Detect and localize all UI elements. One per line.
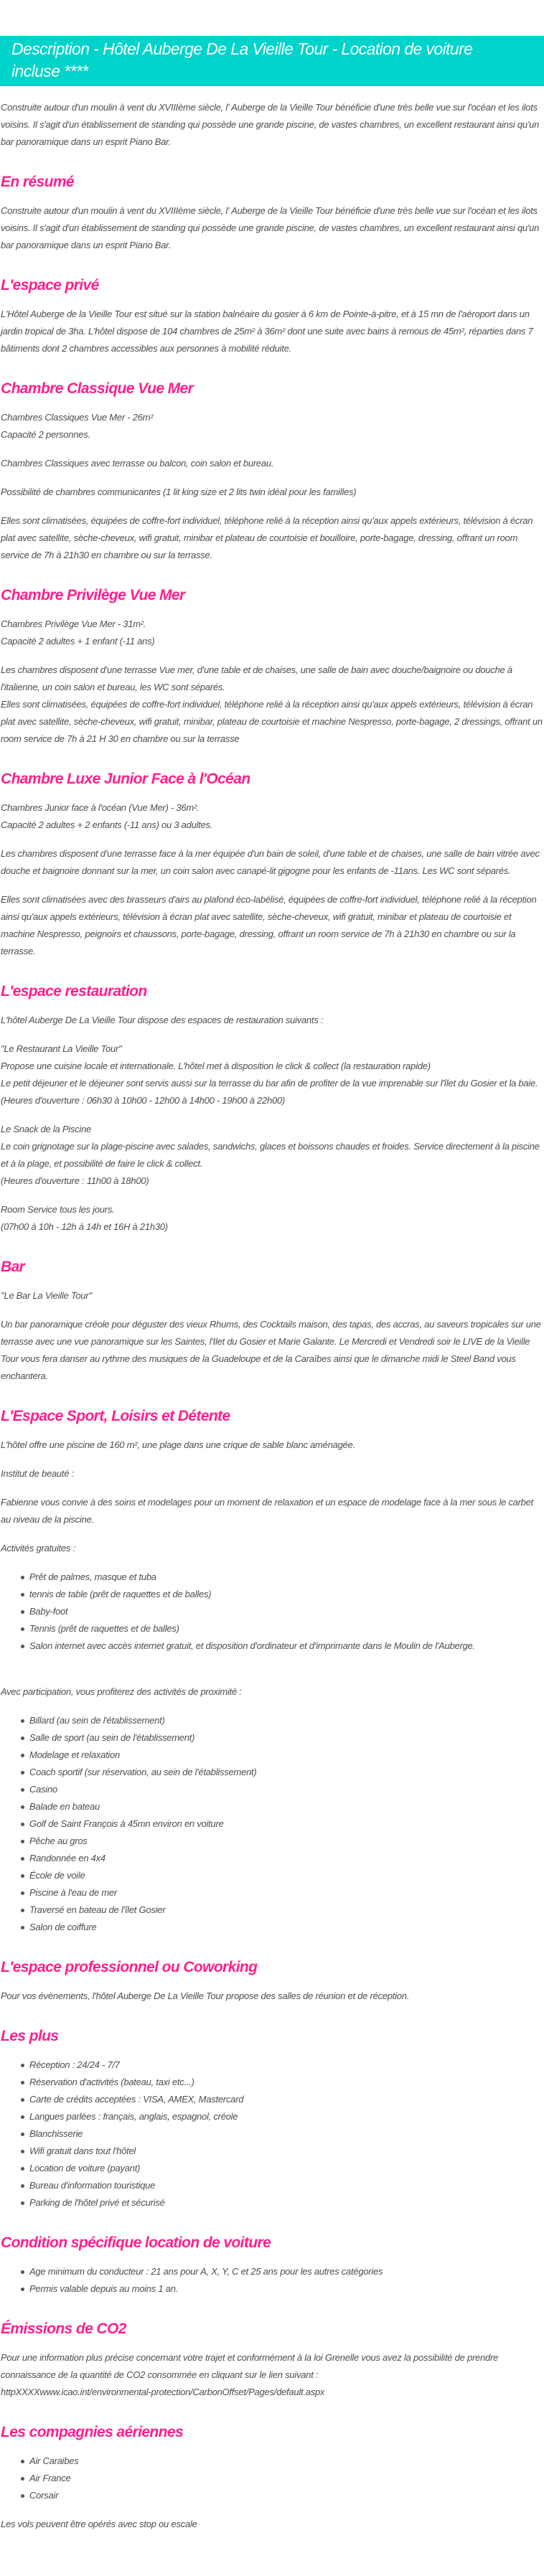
text-line: Elles sont climatisées avec des brasseurs d'airs au plafond éco-labélisé, équipées de coffre-fort individuel, téléphone relié à la réception ainsi qu'aux appels extérieurs, télévision à écran plat avec satellite, sèche-cheveux, wifi gratuit, minibar et plateau de courtoisie et machine Nespresso, peignoirs et chaussons, porte-bagage, dressing, offrant un room service de 7h à 21h30 en chambre ou sur la terrasse. bbox=[1, 894, 537, 956]
paragraph bbox=[1, 1465, 543, 1482]
section-heading: Condition spécifique location de voiture bbox=[1, 2234, 271, 2251]
text-line: L'Hôtel Auberge de la Vieille Tour est situé sur la station balnéaire du gosier à 6 km de Pointe-à-pitre, et à 15 mn de l'aéroport dans un jardin tropical de 3ha. L'hôtel dispose de 104 chambres de 25m² à 36m² dont une suite avec bains à remous de 45m², réparties dans 7 bâtiments dont 2 chambres accessibles aux personnes à mobilité réduite. bbox=[1, 309, 533, 354]
paragraph bbox=[1, 799, 543, 834]
list-item: Age minimum du conducteur : 21 ans pour A, X, Y, C et 25 ans pour les autres catégories bbox=[29, 2263, 543, 2280]
paragraph bbox=[1, 512, 543, 564]
text-line: httpXXXXwww.icao.int/environmental-protection/CarbonOffset/Pages/default.aspx bbox=[1, 2387, 325, 2397]
list-item: École de voile bbox=[29, 1867, 543, 1884]
list-item: Randonnée en 4x4 bbox=[29, 1850, 543, 1867]
text-line: Les chambres disposent d'une terrasse face à la mer équipée d'un bain de soleil, d'une table et de chaises, une salle de bain vitrée avec douche et baignoire donnant sur la mer, un coin salon avec canapé-lit gigogne pour les enfants de -11ans. Les WC sont séparés. bbox=[1, 848, 540, 876]
section-heading: L'Espace Sport, Loisirs et Détente bbox=[1, 1408, 230, 1424]
paragraph bbox=[1, 662, 543, 748]
list-item: tennis de table (prêt de raquettes et de balles) bbox=[29, 1586, 543, 1603]
list-item: Baby-foot bbox=[29, 1603, 543, 1620]
section-heading: L'espace professionnel ou Coworking bbox=[1, 1959, 258, 1975]
section-emissions-de-co2 bbox=[1, 2318, 543, 2401]
paragraph bbox=[1, 409, 543, 443]
section-les-compagnies-aeriennes bbox=[1, 2422, 543, 2533]
text-line: "Le Restaurant La Vieille Tour" bbox=[1, 1043, 122, 1054]
text-line: Les chambres disposent d'une terrasse Vue mer, d'une table et de chaises, une salle de bain avec douche/baignoire ou douche à l'italienne, un coin salon et bureau, les WC sont séparés. bbox=[1, 664, 512, 692]
paragraph bbox=[1, 1540, 543, 1557]
paragraph bbox=[1, 891, 543, 960]
paragraph bbox=[1, 1201, 543, 1236]
paragraph bbox=[1, 1494, 543, 1528]
list-item: Billard (au sein de l'établissement) bbox=[29, 1712, 543, 1729]
list-item: Piscine à l'eau de mer bbox=[29, 1884, 543, 1902]
section-chambre-classique-vue-mer bbox=[1, 378, 543, 564]
text-line: Propose une cuisine locale et internationale. L'hôtel met à disposition le click & collect (la restauration rapide) bbox=[1, 1061, 431, 1071]
description-content bbox=[0, 99, 544, 2533]
text-line: Construite autour d'un moulin à vent du XVIIIème siècle, l' Auberge de la Vieille Tour bénéficie d'une très belle vue sur l'océan et les ilots voisins. Il s'agit d'un établissement de standing qui possède une grande piscine, de vastes chambres, un excellent restaurant ainsi qu'un bar panoramique dans un esprit Piano Bar. bbox=[1, 205, 540, 250]
page-title: Description - Hôtel Auberge De La Vieille Tour - Location de voiture incluse **** bbox=[11, 39, 473, 80]
section-heading: Les plus bbox=[1, 2028, 59, 2044]
list-item: Carte de crédits acceptées : VISA, AMEX, Mastercard bbox=[29, 2091, 543, 2108]
paragraph bbox=[1, 2516, 543, 2533]
paragraph bbox=[1, 484, 543, 501]
intro-paragraph: Construite autour d'un moulin à vent du XVIIIème siècle, l' Auberge de la Vieille Tour bénéficie d'une très belle vue sur l'océan et les ilots voisins. Il s'agit d'un établissement de standing qui possède une grande piscine, de vastes chambres, un excellent restaurant ainsi qu'un bar panoramique dans un esprit Piano Bar. bbox=[1, 102, 540, 147]
title-banner bbox=[0, 36, 544, 86]
text-line: L'hôtel offre une piscine de 160 m², une plage dans une crique de sable blanc aménagée. bbox=[1, 1439, 355, 1450]
section-heading: Émissions de CO2 bbox=[1, 2321, 126, 2337]
text-line: Elles sont climatisées, équipées de coffre-fort individuel, téléphone relié à la réception ainsi qu'aux appels extérieurs, télévision à écran plat avec satellite, sèche-cheveux, wifi gratuit, minibar, plateau de courtoisie et machine Nespresso, porte-bagage, 2 dressings, offrant un room service de 7h à 21 H 30 en chambre ou sur la terrasse bbox=[1, 699, 543, 744]
list-item: Salon de coiffure bbox=[29, 1919, 543, 1936]
list-item: Balade en bateau bbox=[29, 1798, 543, 1815]
paragraph bbox=[1, 1988, 543, 2005]
list-item: Golf de Saint François à 45mn environ en voiture bbox=[29, 1815, 543, 1833]
list-item: Parking de l'hôtel privé et sécurisé bbox=[29, 2194, 543, 2211]
section-heading: En résumé bbox=[1, 174, 74, 190]
text-line: Le petit déjeuner et le déjeuner sont servis aussi sur la terrasse du bar afin de profiter de la vue imprenable sur l'îlet du Gosier et la baie. bbox=[1, 1078, 538, 1089]
list-item: Wifi gratuit dans tout l'hôtel bbox=[29, 2143, 543, 2160]
paragraph bbox=[1, 845, 543, 880]
section-l-espace-restauration bbox=[1, 981, 543, 1236]
text-line: Possibilité de chambres communicantes (1 lit king size et 2 lits twin idéal pour les familles) bbox=[1, 486, 357, 497]
text-line: Le Snack de la Piscine bbox=[1, 1124, 92, 1134]
text-line: (Heures d'ouverture : 11h00 à 18h00) bbox=[1, 1175, 149, 1186]
paragraph bbox=[1, 2349, 543, 2401]
list-item: Coach sportif (sur réservation, au sein de l'établissement) bbox=[29, 1764, 543, 1781]
text-line: Le coin grignotage sur la plage-piscine avec salades, sandwichs, glaces et boissons chaudes et froides. Service directement à la piscine et à la plage, et possibilité de faire le click & collect. bbox=[1, 1141, 540, 1169]
paragraph bbox=[1, 1012, 543, 1029]
paragraph bbox=[1, 1316, 543, 1385]
section-heading: Chambre Privilège Vue Mer bbox=[1, 587, 185, 603]
bullet-list bbox=[1, 1712, 543, 1936]
bullet-list bbox=[1, 2263, 543, 2298]
list-item: Permis valable depuis au moins 1 an. bbox=[29, 2280, 543, 2298]
text-line: Chambres Privilège Vue Mer - 31m². bbox=[1, 619, 146, 629]
list-item: Réception : 24/24 - 7/7 bbox=[29, 2056, 543, 2074]
section-l-espace-prive bbox=[1, 275, 543, 357]
text-line: Avec participation, vous profiterez des activités de proximité : bbox=[1, 1686, 242, 1697]
section-heading: L'espace privé bbox=[1, 277, 99, 293]
list-item: Salon internet avec accès internet gratuit, et disposition d'ordinateur et d'imprimante dans le Moulin de l'Auberge. bbox=[29, 1637, 543, 1655]
section-en-resume bbox=[1, 171, 543, 254]
list-item: Modelage et relaxation bbox=[29, 1747, 543, 1764]
section-les-plus bbox=[1, 2026, 543, 2211]
section-heading: L'espace restauration bbox=[1, 983, 147, 1000]
section-l-espace-professionnel-ou-coworking bbox=[1, 1957, 543, 2005]
text-line: L'hôtel Auberge De La Vieille Tour dispose des espaces de restauration suivants : bbox=[1, 1015, 324, 1025]
section-heading: Chambre Luxe Junior Face à l'Océan bbox=[1, 771, 250, 787]
list-item: Salle de sport (au sein de l'établissement) bbox=[29, 1729, 543, 1747]
list-item: Réservation d'activités (bateau, taxi etc...) bbox=[29, 2074, 543, 2091]
section-chambre-privilege-vue-mer bbox=[1, 585, 543, 748]
text-line: Activités gratuites : bbox=[1, 1543, 75, 1553]
paragraph bbox=[1, 1121, 543, 1190]
section-bar bbox=[1, 1256, 543, 1385]
list-item: Traversé en bateau de l'îlet Gosier bbox=[29, 1902, 543, 1919]
bullet-list bbox=[1, 2453, 543, 2504]
bullet-list bbox=[1, 1569, 543, 1655]
paragraph bbox=[1, 1287, 543, 1305]
text-line: Capacité 2 adultes + 1 enfant (-11 ans) bbox=[1, 636, 155, 647]
list-item: Tennis (prêt de raquettes et de balles) bbox=[29, 1620, 543, 1637]
text-line: Un bar panoramique créole pour déguster des vieux Rhums, des Cocktails maison, des tapas, des accras, au saveurs tropicales sur une terrasse avec une vue panoramique sur les Saintes, l'Ilet du Gosier et Marie Galante. Le Mercredi et Vendredi soir le LIVE de la Vieille Tour vous fera danser au rythme des musiques de la Guadeloupe et de la Caraïbes ainsi que le dimanche midi le Steel Band vous enchantera. bbox=[1, 1319, 541, 1381]
text-line: Fabienne vous convie à des soins et modelages pour un moment de relaxation et un espace de modelage face à la mer sous le carbet au niveau de la piscine. bbox=[1, 1497, 533, 1525]
list-item: Corsair bbox=[29, 2487, 543, 2504]
paragraph bbox=[1, 1040, 543, 1109]
bullet-list bbox=[1, 2056, 543, 2211]
list-item: Bureau d'information touristique bbox=[29, 2177, 543, 2194]
text-line: (Heures d'ouverture : 06h30 à 10h00 - 12h00 à 14h00 - 19h00 à 22h00) bbox=[1, 1095, 286, 1106]
list-item: Air Caraibes bbox=[29, 2453, 543, 2470]
text-line: Chambres Junior face à l'océan (Vue Mer) - 36m². bbox=[1, 802, 200, 813]
text-line: Room Service tous les jours. bbox=[1, 1204, 115, 1215]
paragraph bbox=[1, 1683, 543, 1701]
paragraph bbox=[1, 1437, 543, 1454]
list-item: Prêt de palmes, masque et tuba bbox=[29, 1569, 543, 1586]
paragraph bbox=[1, 202, 543, 254]
text-line: Chambres Classiques Vue Mer - 26m² bbox=[1, 412, 154, 423]
text-line: Capacité 2 adultes + 2 enfants (-11 ans) ou 3 adultes. bbox=[1, 819, 213, 830]
text-line: Chambres Classiques avec terrasse ou balcon, coin salon et bureau. bbox=[1, 458, 274, 469]
paragraph bbox=[1, 306, 543, 357]
list-item: Pêche au gros bbox=[29, 1833, 543, 1850]
list-item: Casino bbox=[29, 1781, 543, 1798]
text-line: Elles sont climatisées, équipées de coffre-fort individuel, téléphone relié à la réception ainsi qu'aux appels extérieurs, télévision à écran plat avec satellite, sèche-cheveux, wifi gratuit, minibar et plateau de courtoisie et bouilloire, porte-bagage, dressing, offrant un room service de 7h à 21h30 en chambre ou sur la terrasse. bbox=[1, 515, 533, 560]
paragraph bbox=[1, 616, 543, 650]
text-line: Capacité 2 personnes. bbox=[1, 429, 90, 440]
section-condition-specifique-location-de-voiture bbox=[1, 2232, 543, 2298]
list-item: Location de voiture (payant) bbox=[29, 2160, 543, 2177]
paragraph bbox=[1, 455, 543, 472]
list-item: Langues parlées : français, anglais, espagnol, créole bbox=[29, 2108, 543, 2125]
section-chambre-luxe-junior-face-a-l-ocean bbox=[1, 768, 543, 960]
text-line: (07h00 à 10h - 12h à 14h et 16H à 21h30) bbox=[1, 1221, 168, 1232]
text-line: Les vols peuvent être opérés avec stop ou escale bbox=[1, 2519, 197, 2529]
list-item: Blanchisserie bbox=[29, 2125, 543, 2143]
section-heading: Chambre Classique Vue Mer bbox=[1, 380, 194, 397]
section-heading: Les compagnies aériennes bbox=[1, 2424, 184, 2440]
list-item: Air France bbox=[29, 2470, 543, 2487]
section-l-espace-sport-loisirs-et-detente bbox=[1, 1406, 543, 1936]
section-heading: Bar bbox=[1, 1259, 25, 1275]
text-line: Institut de beauté : bbox=[1, 1468, 74, 1479]
text-line: Pour une information plus précise concernant votre trajet et conformément à la loi Grenelle vous avez la possibilité de prendre connaissance de la quantité de CO2 consommée en cliquant sur le lien suivant : bbox=[1, 2352, 499, 2380]
text-line: Pour vos évènements, l'hôtel Auberge De La Vieille Tour propose des salles de réunion et de réception. bbox=[1, 1990, 410, 2001]
text-line: "Le Bar La Vieille Tour" bbox=[1, 1290, 92, 1301]
